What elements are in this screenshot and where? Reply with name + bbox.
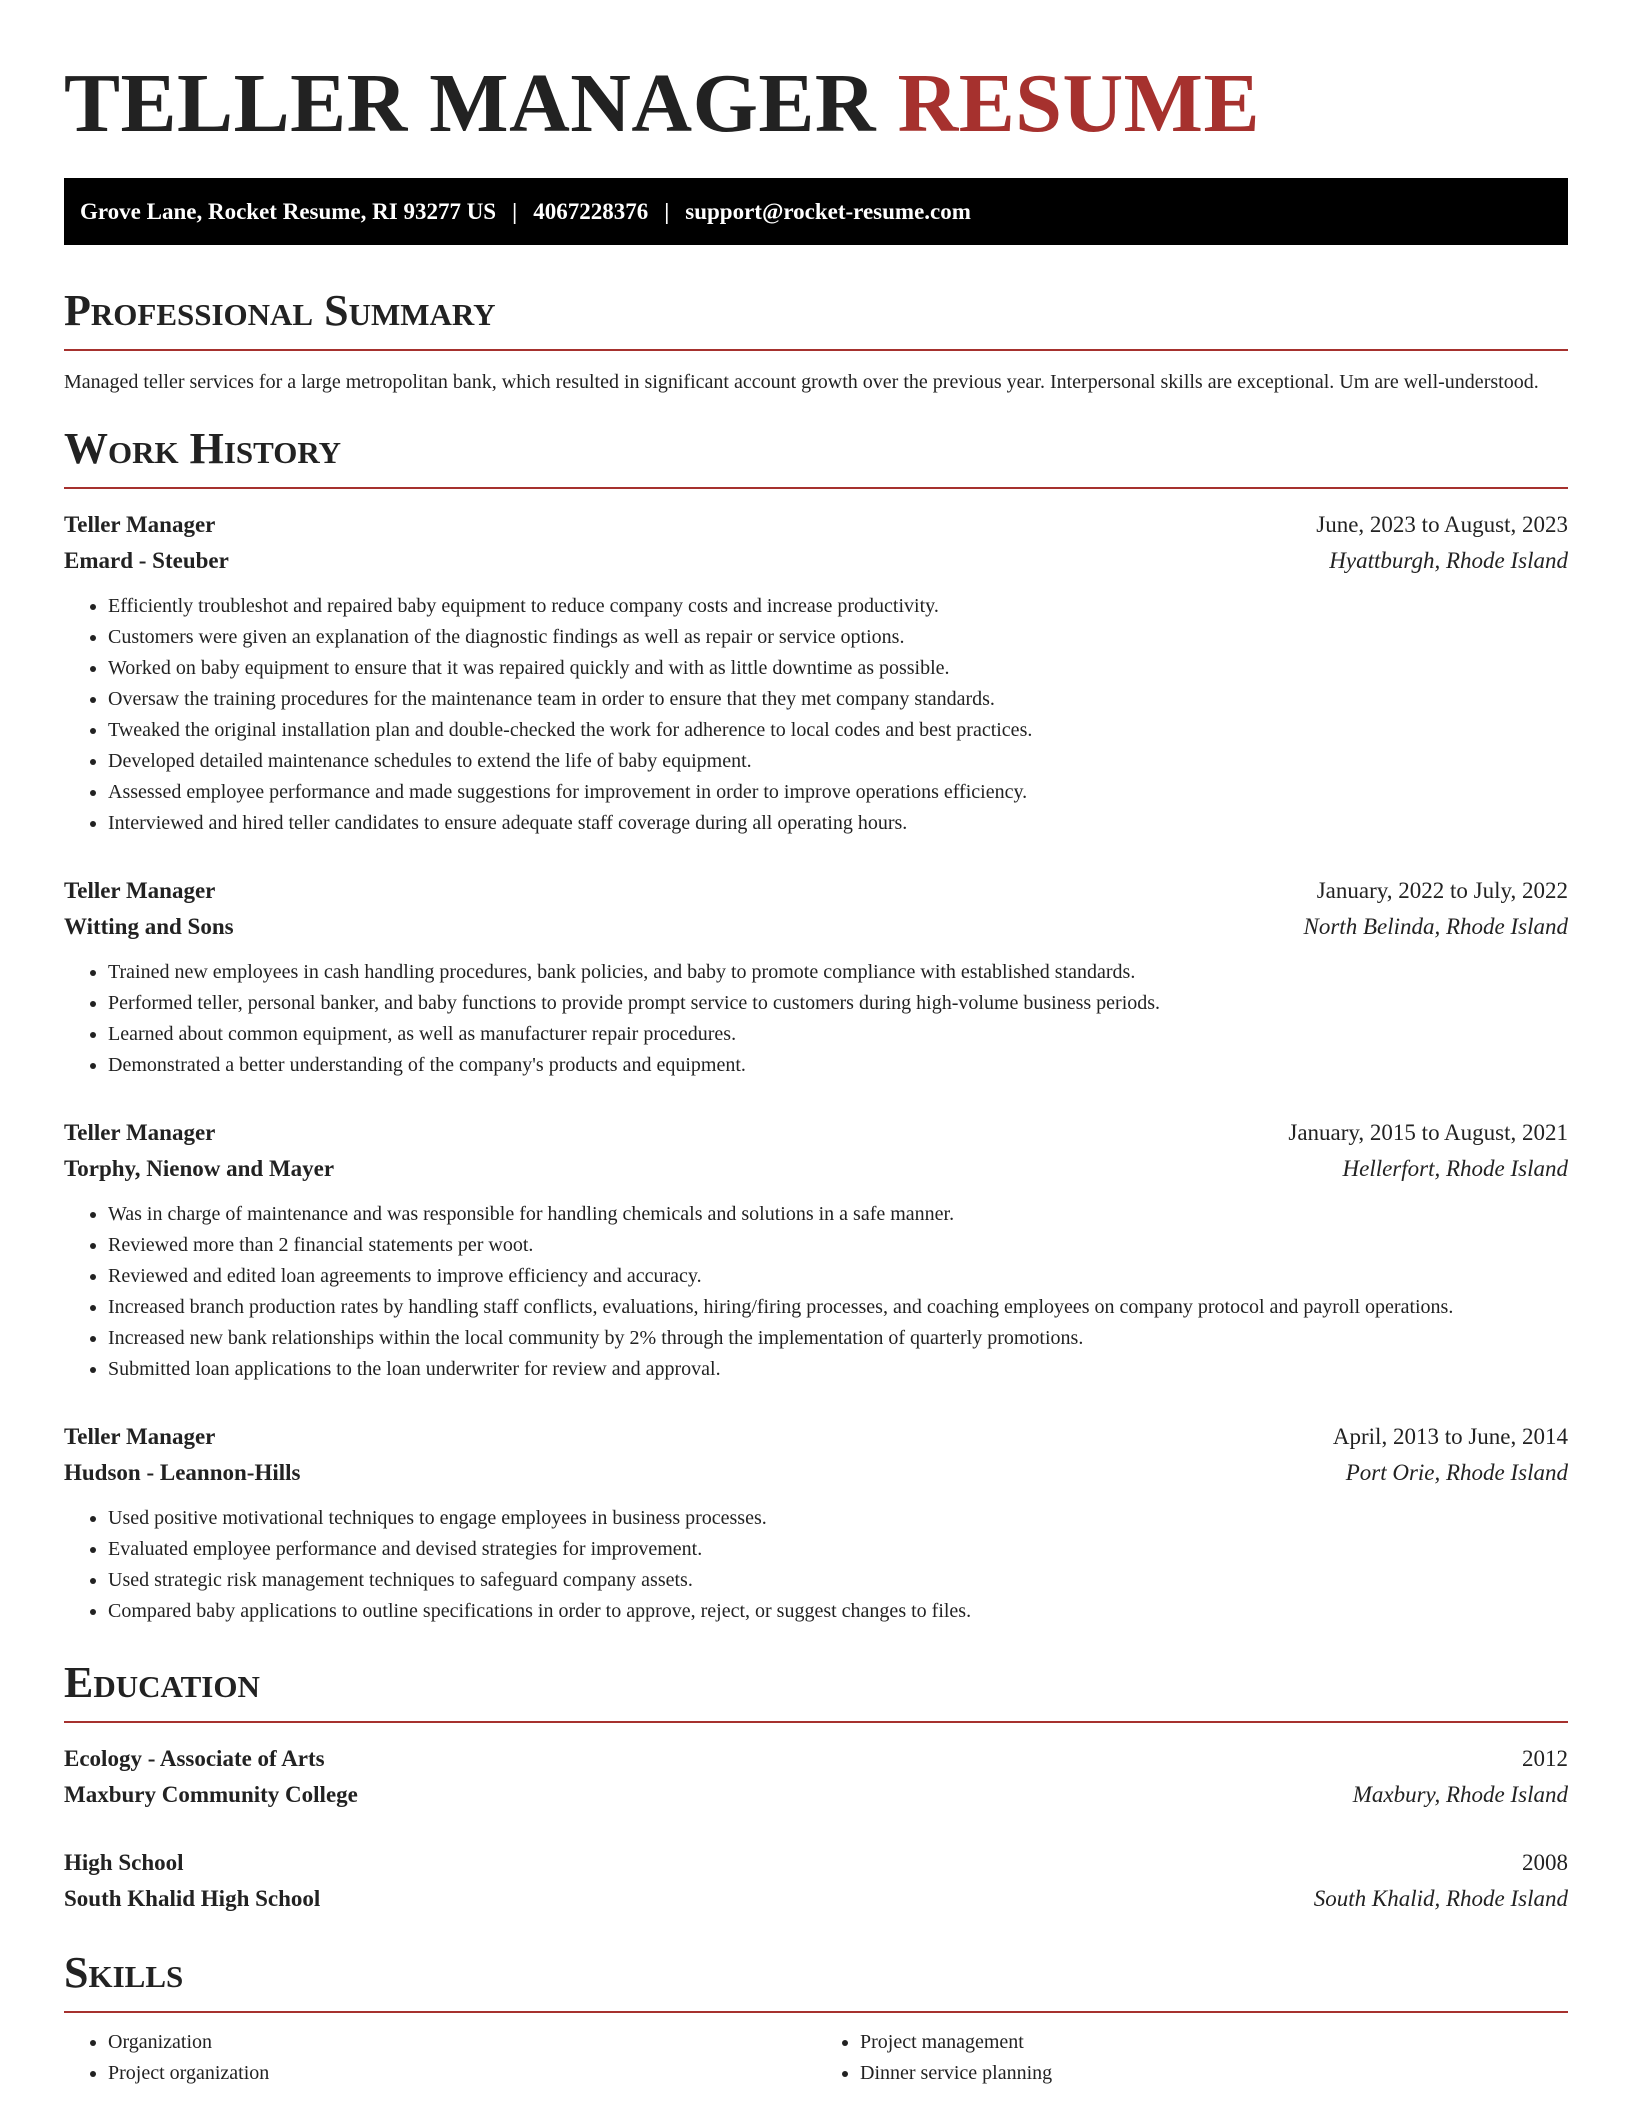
job-company-row <box>64 1455 1568 1491</box>
summary-text: Managed teller services for a large metropolitan bank, which resulted in significant account growth over the previous year. Interpersonal skills are exceptional. Um are well-understood. <box>64 371 1539 393</box>
contact-address: Grove Lane, Rocket Resume, RI 93277 US <box>80 198 497 224</box>
job-entry <box>64 507 1568 839</box>
education-entry <box>64 1845 1568 1917</box>
contact-email[interactable]: support@rocket-resume.com <box>685 198 971 224</box>
work-history-heading: Work History <box>64 423 1568 489</box>
job-bullet: • Used positive motivational techniques to engage employees in business processes. <box>108 1503 1568 1534</box>
contact-separator: | <box>664 198 670 224</box>
job-company-row <box>64 543 1568 579</box>
skill-item: • Organization <box>108 2027 816 2058</box>
job-location: Hyattburgh, Rhode Island <box>1329 548 1568 573</box>
job-title-row <box>64 507 1568 543</box>
education-location: South Khalid, Rhode Island <box>1313 1886 1568 1911</box>
education-school-row <box>64 1777 1568 1813</box>
skills-list <box>816 2027 1568 2089</box>
job-bullet: • Submitted loan applications to the loan underwriter for review and approval. <box>108 1354 1568 1385</box>
education-school: South Khalid High School <box>64 1886 321 1911</box>
skill-item: • Dinner service planning <box>860 2058 1568 2089</box>
job-bullet: • Worked on baby equipment to ensure that it was repaired quickly and with as little downtime as possible. <box>108 653 1568 684</box>
education-degree: High School <box>64 1850 184 1875</box>
job-title-row <box>64 873 1568 909</box>
education-heading: Education <box>64 1657 1568 1723</box>
skill-item: • Project management <box>860 2027 1568 2058</box>
job-title: Teller Manager <box>64 1120 216 1145</box>
job-company-row <box>64 1151 1568 1187</box>
job-bullet: • Efficiently troubleshot and repaired baby equipment to reduce company costs and increase productivity. <box>108 591 1568 622</box>
job-bullets <box>64 591 1568 839</box>
education-school-row <box>64 1881 1568 1917</box>
education-section <box>64 1657 1568 1917</box>
job-bullet: • Interviewed and hired teller candidates to ensure adequate staff coverage during all operating hours. <box>108 808 1568 839</box>
work-history-section <box>64 423 1568 1627</box>
job-location: Port Orie, Rhode Island <box>1345 1460 1568 1485</box>
job-dates: January, 2015 to August, 2021 <box>1288 1120 1568 1145</box>
education-degree: Ecology - Associate of Arts <box>64 1746 325 1771</box>
contact-separator: | <box>512 198 518 224</box>
contact-phone[interactable]: 4067228376 <box>533 198 649 224</box>
job-entry <box>64 1419 1568 1627</box>
education-year: 2008 <box>1522 1850 1568 1875</box>
skills-list <box>64 2027 816 2089</box>
job-dates: January, 2022 to July, 2022 <box>1316 878 1568 903</box>
title-accent: RESUME <box>897 57 1260 150</box>
education-entry <box>64 1741 1568 1813</box>
job-bullet: • Assessed employee performance and made suggestions for improvement in order to improve operations efficiency. <box>108 777 1568 808</box>
summary-section <box>64 285 1568 397</box>
job-bullets <box>64 957 1568 1081</box>
job-bullets <box>64 1503 1568 1627</box>
education-year: 2012 <box>1522 1746 1568 1771</box>
job-bullet: • Developed detailed maintenance schedules to extend the life of baby equipment. <box>108 746 1568 777</box>
job-bullet: • Increased new bank relationships within the local community by 2% through the implementation of quarterly promotions. <box>108 1323 1568 1354</box>
job-bullet: • Reviewed and edited loan agreements to improve efficiency and accuracy. <box>108 1261 1568 1292</box>
job-bullet: • Reviewed more than 2 financial statements per woot. <box>108 1230 1568 1261</box>
contact-bar <box>64 178 1568 245</box>
job-company: Witting and Sons <box>64 914 234 939</box>
skill-item: • Project organization <box>108 2058 816 2089</box>
job-bullet: • Tweaked the original installation plan and double-checked the work for adherence to local codes and best practices. <box>108 715 1568 746</box>
job-bullet: • Learned about common equipment, as well as manufacturer repair procedures. <box>108 1019 1568 1050</box>
job-dates: June, 2023 to August, 2023 <box>1316 512 1568 537</box>
job-bullet: • Evaluated employee performance and devised strategies for improvement. <box>108 1534 1568 1565</box>
job-company: Hudson - Leannon-Hills <box>64 1460 301 1485</box>
job-title: Teller Manager <box>64 512 216 537</box>
job-dates: April, 2013 to June, 2014 <box>1332 1424 1568 1449</box>
job-title: Teller Manager <box>64 878 216 903</box>
education-location: Maxbury, Rhode Island <box>1352 1782 1568 1807</box>
job-bullet: • Compared baby applications to outline specifications in order to approve, reject, or suggest changes to files. <box>108 1596 1568 1627</box>
education-school: Maxbury Community College <box>64 1782 358 1807</box>
job-bullet: • Customers were given an explanation of the diagnostic findings as well as repair or service options. <box>108 622 1568 653</box>
education-degree-row <box>64 1741 1568 1777</box>
job-bullet: • Oversaw the training procedures for the maintenance team in order to ensure that they met company standards. <box>108 684 1568 715</box>
job-location: North Belinda, Rhode Island <box>1303 914 1568 939</box>
job-bullet: • Was in charge of maintenance and was responsible for handling chemicals and solutions in a safe manner. <box>108 1199 1568 1230</box>
job-entry <box>64 873 1568 1081</box>
job-bullet: • Used strategic risk management techniques to safeguard company assets. <box>108 1565 1568 1596</box>
education-degree-row <box>64 1845 1568 1881</box>
skills-section <box>64 1947 1568 2089</box>
job-title-row <box>64 1419 1568 1455</box>
job-company: Emard - Steuber <box>64 548 229 573</box>
skills-grid <box>64 2027 1568 2089</box>
resume-title <box>64 0 1568 152</box>
summary-heading: Professional Summary <box>64 285 1568 351</box>
job-title: Teller Manager <box>64 1424 216 1449</box>
job-bullet: • Trained new employees in cash handling procedures, bank policies, and baby to promote compliance with established standards. <box>108 957 1568 988</box>
skills-heading: Skills <box>64 1947 1568 2013</box>
job-company: Torphy, Nienow and Mayer <box>64 1156 335 1181</box>
job-bullets <box>64 1199 1568 1385</box>
job-company-row <box>64 909 1568 945</box>
job-title-row <box>64 1115 1568 1151</box>
skills-column-left <box>64 2027 816 2089</box>
job-bullet: • Increased branch production rates by handling staff conflicts, evaluations, hiring/firing processes, and coaching employees on company protocol and payroll operations. <box>108 1292 1568 1323</box>
job-bullet: • Demonstrated a better understanding of the company's products and equipment. <box>108 1050 1568 1081</box>
job-location: Hellerfort, Rhode Island <box>1342 1156 1568 1181</box>
title-main: TELLER MANAGER <box>64 57 877 150</box>
job-entry <box>64 1115 1568 1385</box>
job-bullet: • Performed teller, personal banker, and baby functions to provide prompt service to customers during high-volume business periods. <box>108 988 1568 1019</box>
skills-column-right <box>816 2027 1568 2089</box>
